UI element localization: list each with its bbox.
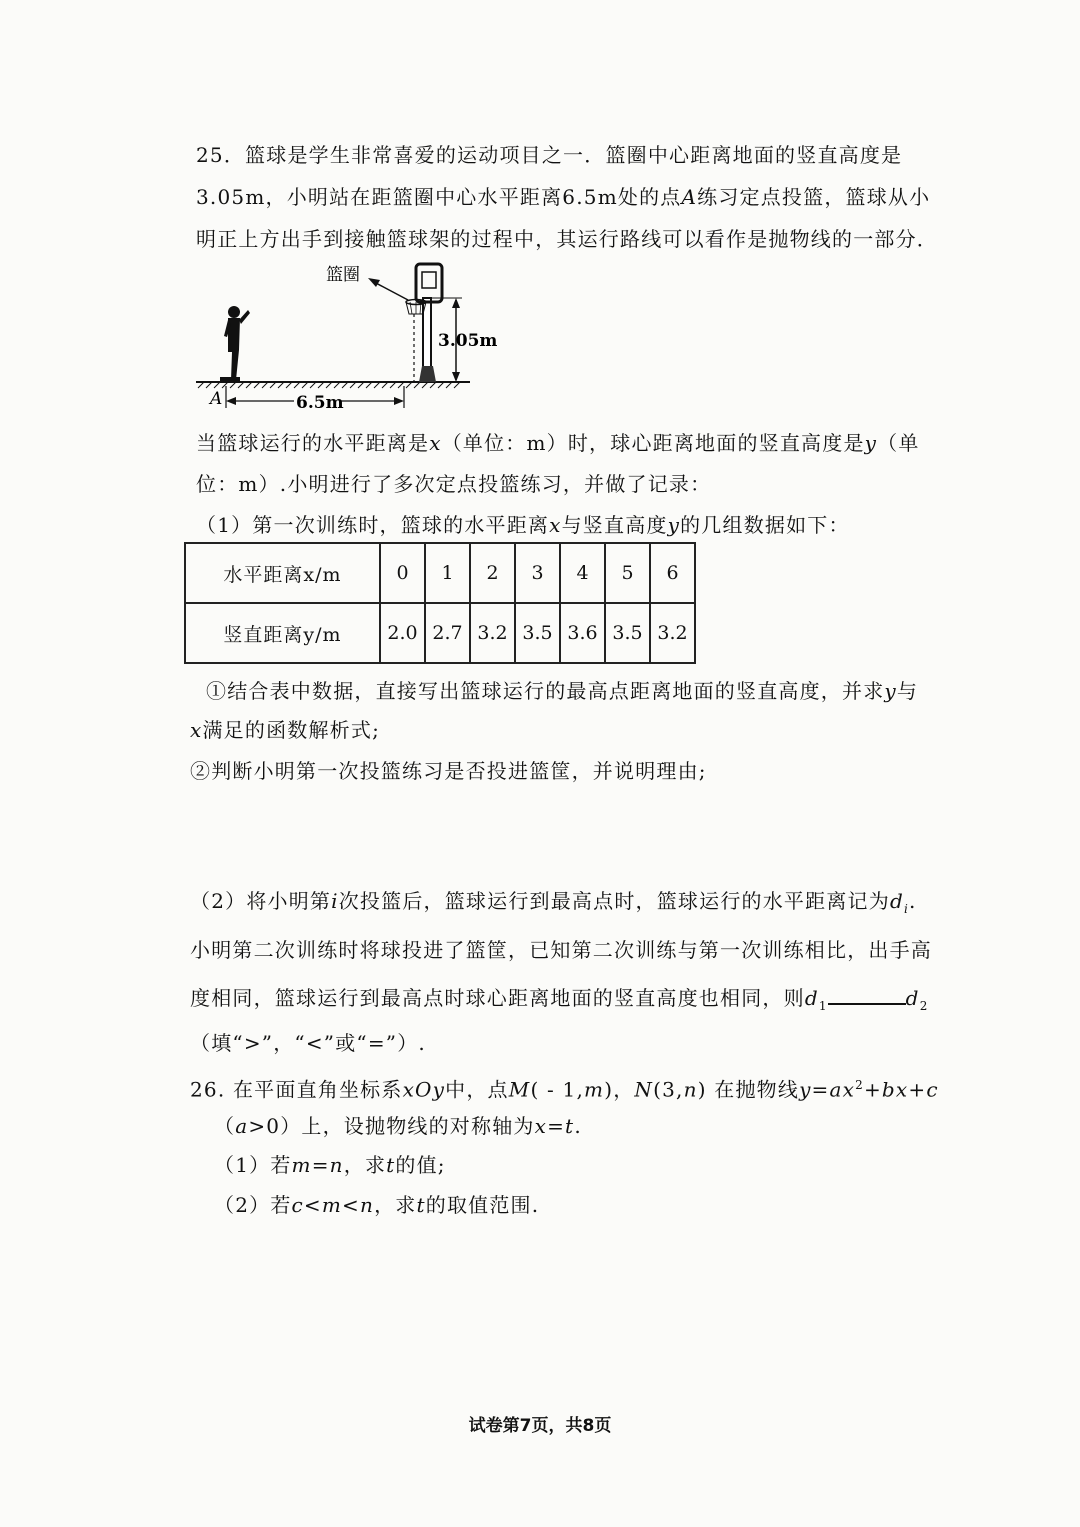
table-cell: 3.2 xyxy=(650,603,695,663)
q26-line1a: 26. 在平面直角坐标系 xyxy=(190,1077,403,1102)
table-row-y xyxy=(185,603,695,663)
q26-line2c: >0）上，设抛物线的对称轴为 xyxy=(248,1114,535,1138)
q26-line2e: . xyxy=(574,1114,582,1138)
var-x2: x xyxy=(549,513,562,537)
q25-line6e: 的几组数据如下： xyxy=(680,513,850,537)
q25-line4e: （单 xyxy=(877,431,920,455)
q26-line2a: （ xyxy=(214,1114,236,1138)
q25-p2a: （2）将小明第 xyxy=(190,889,332,913)
var-d1: d xyxy=(804,986,819,1010)
var-n-point: N xyxy=(634,1077,654,1102)
q25-line6a: （1）第一次训练时，篮球的水平距离 xyxy=(196,513,550,537)
var-d: d xyxy=(889,889,904,913)
var-i: i xyxy=(331,889,339,913)
q25-line5 xyxy=(196,470,711,498)
var-y2: y xyxy=(667,513,681,537)
q25-p2line3a: 度相同，篮球运行到最高点时球心距离地面的竖直高度也相同，则 xyxy=(190,986,805,1010)
var-y3: y xyxy=(884,679,897,703)
q25-sub1a: ①结合表中数据，直接写出篮球运行的最高点距离地面的竖直高度，并求 xyxy=(206,679,885,703)
q25-line4c: （单位：m）时，球心距离地面的竖直高度是 xyxy=(441,431,865,455)
q25-sub1c: 与 xyxy=(896,679,919,703)
hoop-label-arrow xyxy=(368,278,408,300)
q26-line1k: ) 在抛物线 xyxy=(697,1077,800,1102)
var-a: a xyxy=(235,1114,249,1138)
q25-line3 xyxy=(196,225,938,253)
table-cell: 5 xyxy=(605,543,650,603)
q25-line4 xyxy=(196,429,920,457)
q26-line1c: 中，点 xyxy=(445,1077,509,1102)
var-d2-sub: 2 xyxy=(919,999,929,1013)
var-t2: t xyxy=(416,1193,426,1217)
q25-p2c: 次投篮后，篮球运行到最高点时，篮球运行的水平距离记为 xyxy=(338,889,890,913)
table-cell: 4 xyxy=(560,543,605,603)
basketball-figure xyxy=(190,256,510,416)
table-cell: 2.0 xyxy=(380,603,425,663)
player-icon xyxy=(220,306,250,382)
var-xoy: xOy xyxy=(402,1077,446,1102)
var-m: m xyxy=(584,1077,605,1102)
data-table xyxy=(184,542,696,664)
q25-sub2 xyxy=(190,757,707,785)
point-a-label: A xyxy=(210,389,223,409)
q25-part2-line4 xyxy=(190,1029,426,1057)
var-m-point: M xyxy=(508,1077,531,1102)
var-d-sub-i: i xyxy=(903,902,909,916)
q25-sub2-text: ②判断小明第一次投篮练习是否投进篮筐，并说明理由; xyxy=(190,759,707,783)
table-cell: 3.5 xyxy=(605,603,650,663)
q25-p2line2-text: 小明第二次训练时将球投进了篮筐，已知第二次训练与第一次训练相比，出手高 xyxy=(190,938,932,962)
q25-line2a: 3.05m，小明站在距篮圈中心水平距离6.5m处的点 xyxy=(196,185,682,209)
basketball-diagram xyxy=(190,256,510,416)
q26-p1e: 的值; xyxy=(395,1153,446,1177)
var-x3: x xyxy=(190,718,203,742)
var-t: t xyxy=(386,1153,396,1177)
cond-m-eq-n: m=n xyxy=(291,1153,344,1177)
table-cell: 6 xyxy=(650,543,695,603)
q26-line1g: )， xyxy=(604,1077,635,1102)
q25-line2 xyxy=(196,183,930,211)
parabola-eq-exp: 2 xyxy=(855,1078,864,1092)
q25-part2-line3 xyxy=(190,984,929,1020)
table-cell: 3 xyxy=(515,543,560,603)
q25-part2-line1 xyxy=(190,887,917,923)
q25-sub1e: 满足的函数解析式; xyxy=(202,718,381,742)
q26-line1 xyxy=(190,1071,939,1104)
q26-line1i: (3, xyxy=(653,1077,684,1102)
var-n: n xyxy=(683,1077,698,1102)
page-footer: 试卷第7页，共8页 xyxy=(468,1416,612,1436)
parabola-eq-a: y=ax xyxy=(799,1077,856,1102)
q25-line1 xyxy=(196,141,902,169)
height-label: 3.05m xyxy=(438,331,498,351)
hoop-label: 篮圈 xyxy=(326,265,360,285)
q26-part2 xyxy=(214,1191,539,1219)
q25-line2c: 练习定点投篮，篮球从小 xyxy=(697,185,931,209)
q25-sub1-line2 xyxy=(190,716,380,744)
q25-line5-text: 位：m）.小明进行了多次定点投篮练习，并做了记录： xyxy=(196,472,712,496)
table-cell: 3.6 xyxy=(560,603,605,663)
var-x: x xyxy=(429,431,442,455)
cond-c-m-n: c<m<n xyxy=(291,1193,375,1217)
q25-line1-text: 25．篮球是学生非常喜爱的运动项目之一．篮圈中心距离地面的竖直高度是 xyxy=(196,143,903,167)
var-d2: d xyxy=(905,986,920,1010)
q26-p1c: ，求 xyxy=(343,1153,387,1177)
table-cell: 2.7 xyxy=(425,603,470,663)
q25-line6 xyxy=(196,511,850,539)
q26-p2a: （2）若 xyxy=(214,1193,292,1217)
q25-line6c: 与竖直高度 xyxy=(561,513,668,537)
q25-p2f: . xyxy=(909,889,917,913)
q26-p2c: ，求 xyxy=(374,1193,417,1217)
var-d1-sub: 1 xyxy=(818,999,828,1013)
q25-point-a: A xyxy=(681,185,698,209)
q26-p2e: 的取值范围. xyxy=(425,1193,540,1217)
q25-line4a: 当篮球运行的水平距离是 xyxy=(196,431,430,455)
q26-p1a: （1）若 xyxy=(214,1153,292,1177)
q26-part1 xyxy=(214,1151,446,1179)
table-cell: 1 xyxy=(425,543,470,603)
q25-sub1-line1 xyxy=(206,677,918,705)
var-axis: x=t xyxy=(534,1114,575,1138)
answer-blank[interactable] xyxy=(828,985,906,1005)
table-cell: 3.2 xyxy=(470,603,515,663)
q25-p2line4-text: （填“>”，“<”或“=”）. xyxy=(190,1031,426,1055)
table-row-x xyxy=(185,543,695,603)
q25-part2-line2 xyxy=(190,936,932,964)
table-cell: 3.5 xyxy=(515,603,560,663)
distance-label: 6.5m xyxy=(296,393,344,413)
table-cell: 2 xyxy=(470,543,515,603)
q26-line2 xyxy=(214,1112,582,1140)
table-header-x: 水平距离x/m xyxy=(185,543,380,603)
var-y: y xyxy=(864,431,878,455)
parabola-eq-b: +bx+c xyxy=(863,1077,939,1102)
q25-line3-text: 明正上方出手到接触篮球架的过程中，其运行路线可以看作是抛物线的一部分． xyxy=(196,227,938,251)
hoop-stand xyxy=(406,264,442,382)
table-cell: 0 xyxy=(380,543,425,603)
table-header-y: 竖直距离y/m xyxy=(185,603,380,663)
q26-line1e: ( - 1, xyxy=(530,1077,585,1102)
